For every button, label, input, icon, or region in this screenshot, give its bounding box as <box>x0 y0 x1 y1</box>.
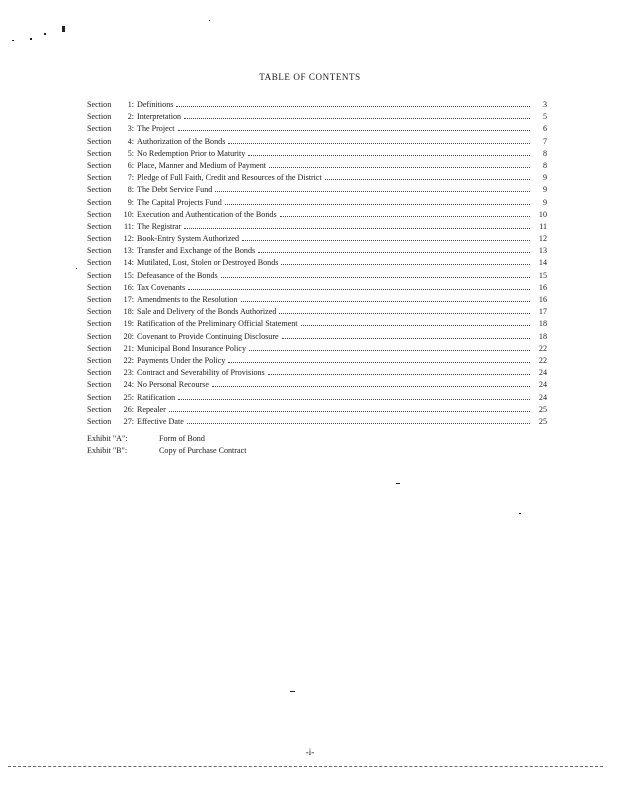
page-ref: 16 <box>538 282 547 292</box>
section-number: 22: <box>123 355 134 365</box>
section-word: Section <box>87 416 112 426</box>
toc-entry <box>87 220 547 232</box>
scan-speck <box>76 268 77 269</box>
section-word: Section <box>87 404 112 414</box>
section-title: Ratification <box>137 392 176 402</box>
dot-leader <box>282 330 530 339</box>
section-word: Section <box>87 380 112 390</box>
dot-leader <box>279 305 530 314</box>
toc-entry <box>87 415 547 427</box>
toc-entry <box>87 330 547 342</box>
section-word: Section <box>87 282 112 292</box>
section-word: Section <box>87 270 112 280</box>
page-ref: 9 <box>542 185 547 195</box>
dot-leader <box>176 98 530 107</box>
section-word: Section <box>87 160 112 170</box>
dot-leader <box>187 415 530 424</box>
page-ref: 10 <box>538 209 547 219</box>
page-ref: 24 <box>538 392 547 402</box>
section-title: Place, Manner and Medium of Payment <box>137 160 267 170</box>
section-word: Section <box>87 343 112 353</box>
section-word: Section <box>87 100 112 109</box>
section-word: Section <box>87 148 112 158</box>
section-title: The Debt Service Fund <box>137 185 213 195</box>
page-ref: 7 <box>542 136 547 146</box>
exhibit-entry <box>87 445 246 457</box>
page-ref: 14 <box>538 258 547 268</box>
section-word: Section <box>87 209 112 219</box>
section-number: 25: <box>123 392 134 402</box>
page-ref: 22 <box>538 343 547 353</box>
page-ref: 9 <box>542 197 547 207</box>
page-ref: 5 <box>542 112 547 122</box>
section-word: Section <box>87 221 112 231</box>
section-title: Municipal Bond Insurance Policy <box>137 343 247 353</box>
scan-edge-line <box>8 766 603 768</box>
toc-entry <box>87 366 547 378</box>
section-number: 21: <box>123 343 134 353</box>
toc-entry <box>87 354 547 366</box>
section-number: 6: <box>127 160 134 170</box>
section-word: Section <box>87 124 112 134</box>
page-ref: 15 <box>538 270 547 280</box>
scan-speck <box>290 691 295 692</box>
section-title: Amendments to the Resolution <box>137 295 238 304</box>
page-ref: 18 <box>538 331 547 341</box>
scan-speck <box>12 40 14 41</box>
section-word: Section <box>87 258 112 268</box>
page-ref: 25 <box>538 416 547 426</box>
section-number: 5: <box>127 148 134 158</box>
section-title: Tax Covenants <box>137 282 186 292</box>
toc-entry <box>87 281 547 293</box>
exhibit-title: Copy of Purchase Contract <box>159 445 247 455</box>
section-title: Repealer <box>137 404 166 414</box>
page-ref: 25 <box>538 404 547 414</box>
section-number: 26: <box>123 404 134 414</box>
page-ref: 18 <box>538 319 547 329</box>
section-title: Transfer and Exchange of the Bonds <box>137 246 256 256</box>
section-number: 7: <box>127 173 134 183</box>
section-title: Pledge of Full Faith, Credit and Resources of the District <box>137 173 322 183</box>
section-word: Section <box>87 295 112 304</box>
section-number: 13: <box>123 246 134 256</box>
section-number: 17: <box>123 295 134 304</box>
scan-speck <box>62 26 65 32</box>
section-number: 3: <box>127 124 134 134</box>
section-title: No Personal Recourse <box>137 380 209 390</box>
section-word: Section <box>87 246 112 256</box>
page-ref: 3 <box>542 100 547 109</box>
dot-leader <box>228 135 530 144</box>
toc-entry <box>87 293 547 305</box>
section-word: Section <box>87 185 112 195</box>
toc-entry <box>87 135 547 147</box>
section-title: No Redemption Prior to Maturity <box>137 148 246 158</box>
section-title: Covenant to Provide Continuing Disclosure <box>137 331 279 341</box>
dot-leader <box>280 208 530 217</box>
dot-leader <box>248 147 530 156</box>
section-title: Payments Under the Policy <box>137 355 226 365</box>
section-title: Definitions <box>137 100 174 109</box>
exhibit-label: Exhibit "B": <box>87 445 128 455</box>
section-number: 2: <box>127 112 134 122</box>
toc-entry <box>87 342 547 354</box>
dot-leader <box>178 122 530 131</box>
page-ref: 24 <box>538 380 547 390</box>
page-title: TABLE OF CONTENTS <box>259 72 361 82</box>
toc-entry <box>87 196 547 208</box>
section-word: Section <box>87 331 112 341</box>
section-number: 19: <box>123 319 134 329</box>
toc-entry <box>87 110 547 122</box>
page-ref: 13 <box>538 246 547 256</box>
toc-entry <box>87 208 547 220</box>
toc-entry <box>87 403 547 415</box>
section-title: Interpretation <box>137 112 182 122</box>
scan-speck <box>30 38 32 40</box>
page-ref: 6 <box>542 124 547 134</box>
section-word: Section <box>87 112 112 122</box>
section-number: 20: <box>123 331 134 341</box>
scan-speck <box>519 513 521 514</box>
page-ref: 9 <box>542 173 547 183</box>
section-word: Section <box>87 173 112 183</box>
section-word: Section <box>87 197 112 207</box>
section-number: 27: <box>123 416 134 426</box>
section-title: The Registrar <box>137 221 182 231</box>
section-number: 23: <box>123 368 134 378</box>
section-number: 18: <box>123 307 134 317</box>
toc-entry <box>87 122 547 134</box>
section-number: 9: <box>127 197 134 207</box>
section-title: Book-Entry System Authorized <box>137 234 240 244</box>
dot-leader <box>249 342 530 351</box>
dot-leader <box>225 196 530 205</box>
section-number: 12: <box>123 234 134 244</box>
dot-leader <box>184 220 530 229</box>
page-ref: 12 <box>538 234 547 244</box>
section-word: Section <box>87 234 112 244</box>
section-word: Section <box>87 368 112 378</box>
section-number: 1: <box>127 100 134 109</box>
section-word: Section <box>87 319 112 329</box>
section-number: 10: <box>123 209 134 219</box>
dot-leader <box>184 110 530 119</box>
toc-entry <box>87 183 547 195</box>
page-ref: 8 <box>542 148 547 158</box>
toc-entry <box>87 98 547 110</box>
section-word: Section <box>87 136 112 146</box>
dot-leader <box>215 183 530 192</box>
section-title: Defeasance of the Bonds <box>137 270 218 280</box>
dot-leader <box>242 232 530 241</box>
section-title: Effective Date <box>137 416 184 426</box>
dot-leader <box>228 354 530 363</box>
dot-leader <box>169 403 530 412</box>
scan-speck <box>209 20 210 21</box>
toc-entry <box>87 232 547 244</box>
toc-entry <box>87 305 547 317</box>
section-title: Mutilated, Lost, Stolen or Destroyed Bonds <box>137 258 279 268</box>
exhibit-title: Form of Bond <box>159 434 205 443</box>
dot-leader <box>268 366 530 375</box>
page-ref: 11 <box>539 221 547 231</box>
dot-leader <box>301 317 530 326</box>
dot-leader <box>241 293 531 302</box>
section-title: Sale and Delivery of the Bonds Authorized <box>137 307 277 317</box>
section-number: 15: <box>123 270 134 280</box>
dot-leader <box>269 159 530 168</box>
dot-leader <box>258 244 530 253</box>
section-word: Section <box>87 392 112 402</box>
dot-leader <box>281 256 530 265</box>
dot-leader <box>188 281 530 290</box>
page-ref: 17 <box>538 307 547 317</box>
page-ref: 22 <box>538 355 547 365</box>
toc-entry <box>87 244 547 256</box>
section-title: Authorization of the Bonds <box>137 136 226 146</box>
scan-speck <box>44 33 46 35</box>
toc-entry <box>87 171 547 183</box>
toc-entry <box>87 317 547 329</box>
section-title: The Capital Projects Fund <box>137 197 222 207</box>
section-number: 4: <box>127 136 134 146</box>
section-word: Section <box>87 307 112 317</box>
section-number: 16: <box>123 282 134 292</box>
exhibit-list <box>87 433 246 456</box>
section-number: 24: <box>123 380 134 390</box>
section-title: Contract and Severability of Provisions <box>137 368 265 378</box>
section-title: Execution and Authentication of the Bonds <box>137 209 277 219</box>
page-number: -i- <box>305 747 315 757</box>
page-ref: 24 <box>538 368 547 378</box>
dot-leader <box>221 269 530 278</box>
toc-entry <box>87 256 547 268</box>
exhibit-entry <box>87 433 246 445</box>
page-ref: 8 <box>542 160 547 170</box>
dot-leader <box>178 391 530 400</box>
toc-entry <box>87 159 547 171</box>
toc-entry <box>87 391 547 403</box>
dot-leader <box>325 171 530 180</box>
toc-entry <box>87 147 547 159</box>
section-number: 8: <box>127 185 134 195</box>
section-word: Section <box>87 355 112 365</box>
table-of-contents <box>87 98 547 427</box>
toc-entry <box>87 378 547 390</box>
page-ref: 16 <box>538 295 547 304</box>
scan-speck <box>396 483 400 484</box>
dot-leader <box>212 378 530 387</box>
section-number: 11: <box>123 221 134 231</box>
section-title: Ratification of the Preliminary Official Statement <box>137 319 298 329</box>
exhibit-label: Exhibit "A": <box>87 434 128 443</box>
section-title: The Project <box>137 124 175 134</box>
toc-entry <box>87 269 547 281</box>
section-number: 14: <box>123 258 134 268</box>
